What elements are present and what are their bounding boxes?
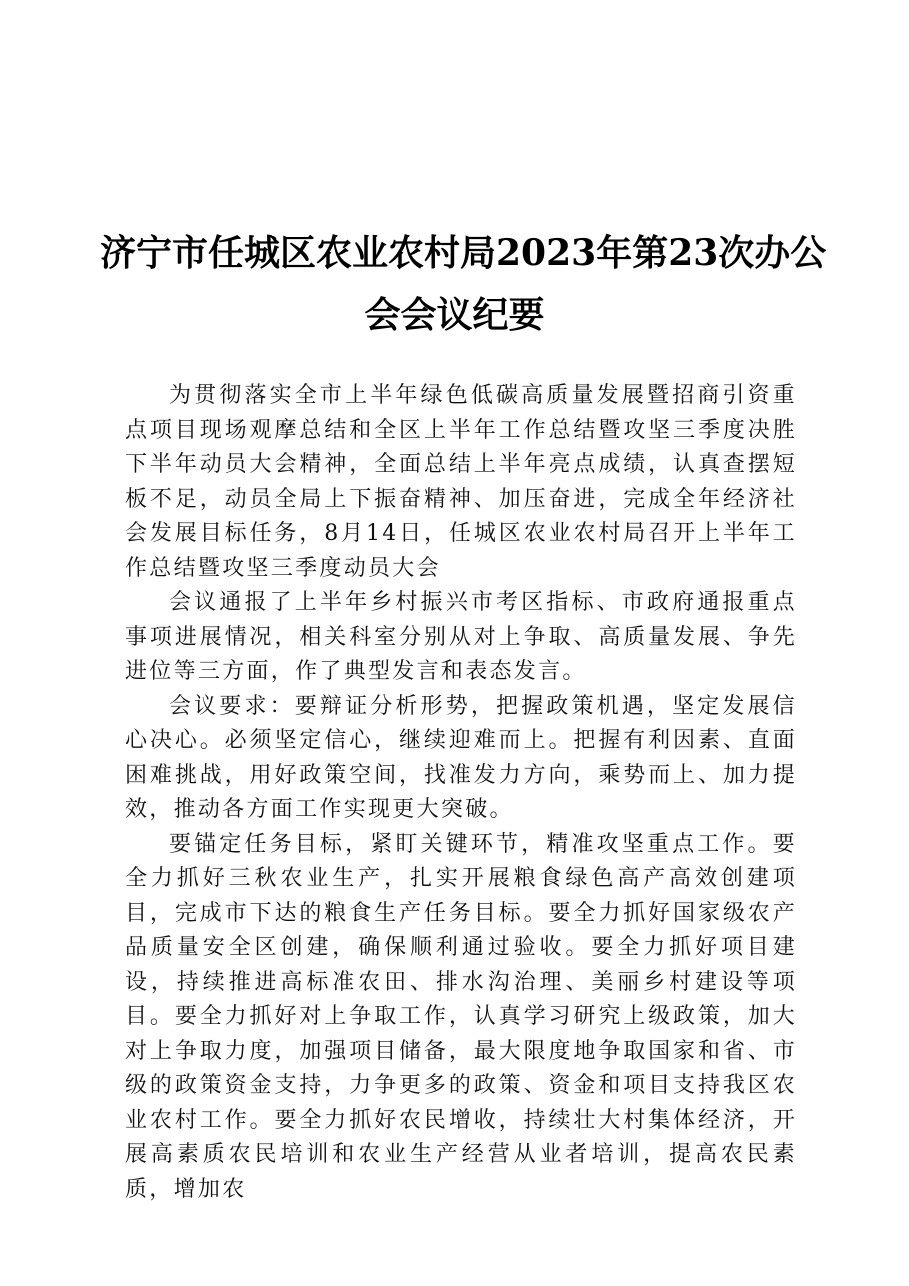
paragraph-intro: 为贯彻落实全市上半年绿色低碳高质量发展暨招商引资重点项目现场观摩总结和全区上半年工作总结暨攻坚三季度决胜下半年动员大会精神，全面总结上半年亮点成绩，认真查摆短板不足，动员全局上下振奋精神、加压奋进，完成全年经济社会发展目标任务，8月14日，任城区农业农村局召开上半年工作总结暨攻坚三季度动员大会 xyxy=(125,383,797,581)
document-title xyxy=(100,222,827,346)
paragraph-key-tasks: 要锚定任务目标，紧盯关键环节，精准攻坚重点工作。要全力抓好三秋农业生产，扎实开展粮食绿色高产高效创建项目，完成市下达的粮食生产任务目标。要全力抓好国家级农产品质量安全区创建，确保顺利通过验收。要全力抓好项目建设，持续推进高标准农田、排水沟治理、美丽乡村建设等项目。要全力抓好对上争取工作，认真学习研究上级政策，加大对上争取力度，加强项目储备，最大限度地争取国家和省、市级的政策资金支持，力争更多的政策、资金和项目支持我区农业农村工作。要全力抓好农民增收，持续壮大村集体经济，开展高素质农民培训和农业生产经营从业者培训，提高农民素质，增加农 xyxy=(125,831,797,1202)
paragraph-meeting-requirements: 会议要求：要辩证分析形势，把握政策机遇，坚定发展信心决心。必须坚定信心，继续迎难而上。把握有利因素、直面困难挑战，用好政策空间，找准发力方向，乘势而上、加力提效，推动各方面工作实现更大突破。 xyxy=(125,693,797,822)
title-line-2: 会会议纪要 xyxy=(364,294,545,336)
document-body xyxy=(125,379,797,1207)
paragraph-meeting-report: 会议通报了上半年乡村振兴市考区指标、市政府通报重点事项进展情况，相关科室分别从对上争取、高质量发展、争先进位等三方面，作了典型发言和表态发言。 xyxy=(125,590,797,684)
title-line-1: 济宁市任城区农业农村局2023年第23次办公 xyxy=(100,232,827,274)
